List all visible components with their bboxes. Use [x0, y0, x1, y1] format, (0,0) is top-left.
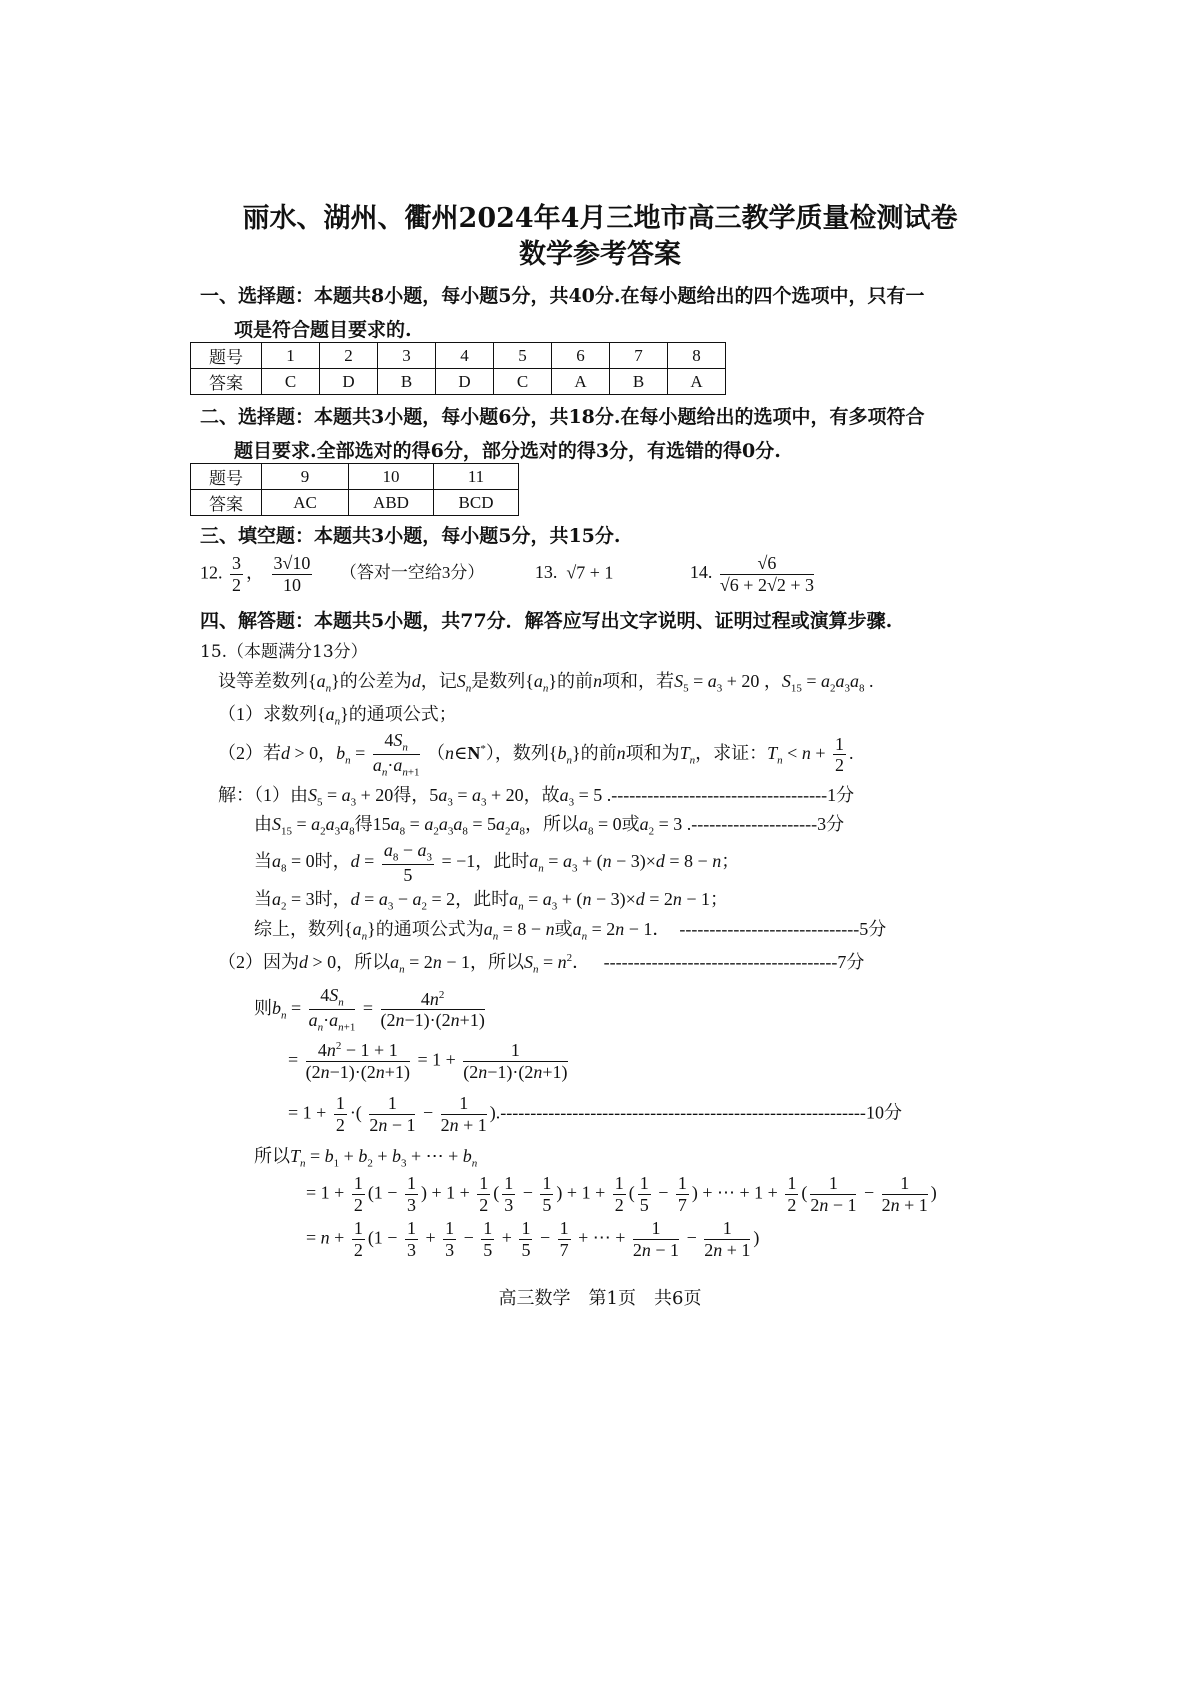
- score-mark: 1分: [827, 785, 855, 805]
- row-label: 答案: [191, 369, 262, 395]
- table-cell: 5: [494, 343, 552, 369]
- score-mark: 5分: [859, 919, 887, 939]
- table-cell: D: [320, 369, 378, 395]
- score-mark: 7分: [837, 952, 865, 972]
- table-cell: 6: [552, 343, 610, 369]
- table-cell: C: [494, 369, 552, 395]
- table-cell: ABD: [349, 490, 434, 516]
- table-cell: 3: [378, 343, 436, 369]
- doc-title: 丽水、湖州、衢州2024年4月三地市高三教学质量检测试卷: [242, 203, 958, 234]
- table-cell: 7: [610, 343, 668, 369]
- solution-line: 所以$T_n = b_1 + b_2 + b_3$ + ⋯ + $b_n$: [254, 1146, 478, 1170]
- solution-line: = 1 + $\frac{1}{2}$ ·( $\frac{1}{2n - 1}$ − $\frac{1}{2n + 1}$ ).-------------------------------------------------------------10分: [288, 1093, 902, 1135]
- table-cell: A: [668, 369, 726, 395]
- solution-line: 解：（1）由$S_5 = a_3 + 20$得，$5a_3 = a_3 + 20$，故$a_3 = 5$ .------------------------------------1分: [218, 785, 855, 809]
- table-cell: 2: [320, 343, 378, 369]
- solution-line: 则$b_n$ = $\frac{4S_n}{a_n\cdot a_{n+1}}$ = $\frac{4n^2}{(2n-1)\cdot(2n+1)}$: [254, 985, 485, 1034]
- section2-heading-cont: 题目要求.全部选对的得6分，部分选对的得3分，有选错的得0分.: [234, 440, 781, 462]
- table-cell: 4: [436, 343, 494, 369]
- answer-fraction: $\frac{3√10}{10}$: [273, 553, 311, 595]
- table-cell: BCD: [434, 490, 519, 516]
- q12-note: （答对一空给3分）: [339, 563, 485, 583]
- table-row: [191, 490, 519, 516]
- table-cell: 11: [434, 464, 519, 490]
- table-cell: AC: [262, 490, 349, 516]
- score-mark: 3分: [817, 814, 845, 834]
- section3-heading: 三、填空题：本题共3小题，每小题5分，共15分.: [200, 525, 621, 547]
- fill-answers-row: 12. $\frac{3}{2}$ ， $\frac{3√10}{10}$ （答对一空给3分） 13. √7 + 1 14. $\frac{√6}{√6 + 2√2 + 3}$: [200, 553, 814, 595]
- answer-fraction: $\frac{3}{2}$: [232, 553, 241, 595]
- solution-line: 由$S_{15} = a_2a_3a_8$得$15a_8 = a_2a_3a_8 = 5a_2a_8$，所以$a_8 = 0$或$a_2 = 3$ .---------------------3分: [254, 814, 845, 838]
- table-cell: 9: [262, 464, 349, 490]
- score-mark: 10分: [865, 1102, 902, 1123]
- problem-part1: （1）求数列$\{a_n\}$的通项公式；: [218, 704, 457, 728]
- table-cell: C: [262, 369, 320, 395]
- row-label: 答案: [191, 490, 262, 516]
- section1-heading: 一、选择题：本题共8小题，每小题5分，共40分.在每小题给出的四个选项中，只有一: [200, 285, 925, 307]
- doc-subtitle: 数学参考答案: [519, 239, 681, 270]
- solution-line: 综上，数列$\{a_n\}$的通项公式为$a_n = 8 - n$或$a_n = 2n - 1$． ------------------------------5分: [254, 919, 887, 943]
- table-cell: D: [436, 369, 494, 395]
- table-cell: B: [378, 369, 436, 395]
- section2-answer-table: [190, 463, 519, 516]
- row-label: 题号: [191, 343, 262, 369]
- solution-line: 当$a_2 = 3$时，$d = a_3 - a_2 = 2$，此时$a_n = a_3 + (n - 3)\times d = 2n - 1$；: [254, 889, 729, 913]
- table-cell: 8: [668, 343, 726, 369]
- section1-answer-table: [190, 342, 726, 395]
- table-cell: 1: [262, 343, 320, 369]
- table-row: [191, 464, 519, 490]
- solution-line: = $\frac{4n^2 - 1 + 1}{(2n-1)\cdot(2n+1)}$ = 1 + $\frac{1}{(2n-1)\cdot(2n+1)}$: [288, 1040, 568, 1082]
- problem-statement: 设等差数列$\{a_n\}$的公差为d，记$S_n$是数列$\{a_n\}$的前n项和，若$S_5 = a_3 + 20$ ，$S_{15} = a_2a_3a_8$ .: [218, 671, 874, 695]
- solution-line: （2）因为d > 0，所以$a_n = 2n - 1$，所以$S_n = n^2$． ---------------------------------------7分: [218, 952, 865, 976]
- page-footer: 高三数学 第1页 共6页: [498, 1288, 702, 1309]
- row-label: 题号: [191, 464, 262, 490]
- section2-heading: 二、选择题：本题共3小题，每小题6分，共18分.在每小题给出的选项中，有多项符合: [200, 406, 925, 428]
- table-cell: A: [552, 369, 610, 395]
- solution-line: 当$a_8 = 0$时，d = $\frac{a_8 - a_3}{5}$ = −1，此时$a_n = a_3 + (n - 3)\times d = 8 - n$；: [254, 840, 740, 886]
- section1-heading-cont: 项是符合题目要求的.: [234, 319, 412, 341]
- q13-label: 13.: [534, 562, 558, 583]
- table-cell: 10: [349, 464, 434, 490]
- solution-line: = n + $\frac{1}{2}$ (1 − $\frac{1}{3}$ + $\frac{1}{3}$ − $\frac{1}{5}$ + $\frac{1}{5}$ − $\frac{1}{7}$ + ⋯ + $\frac{1}{2n - 1}$ − $\frac{1}{2n + 1}$ ): [306, 1218, 760, 1260]
- problem-part2: （2）若d > 0，$b_n$ = $\frac{4S_n}{a_n\cdot a_{n+1}}$ （n∈N*），数列$\{b_n\}$的前n项和为$T_n$，求证：$T_n < n$ + $\frac{1}{2}$ .: [218, 730, 854, 779]
- q15-title: 15.（本题满分13分）: [200, 642, 368, 662]
- q13-answer: √7 + 1: [561, 562, 614, 583]
- table-row: [191, 369, 726, 395]
- solution-line: = 1 + $\frac{1}{2}$ (1 − $\frac{1}{3}$ ) + 1 + $\frac{1}{2}$ ( $\frac{1}{3}$ − $\frac{1}{5}$ ) + 1 + $\frac{1}{2}$ ( $\frac{1}{5}$ − $\frac{1}{7}$ ) + ⋯ + 1 + $\frac{1}{2}$ ( $\frac{1}{2n - 1}$ − $\frac{1}{2n + 1}$ ): [306, 1173, 937, 1215]
- q14-label: 14.: [689, 562, 713, 583]
- answer-fraction: $\frac{√6}{√6 + 2√2 + 3}$: [719, 553, 814, 595]
- table-cell: B: [610, 369, 668, 395]
- section4-heading: 四、解答题：本题共5小题，共77分．解答应写出文字说明、证明过程或演算步骤.: [200, 610, 893, 632]
- table-row: [191, 343, 726, 369]
- q12-label: 12.: [200, 562, 223, 583]
